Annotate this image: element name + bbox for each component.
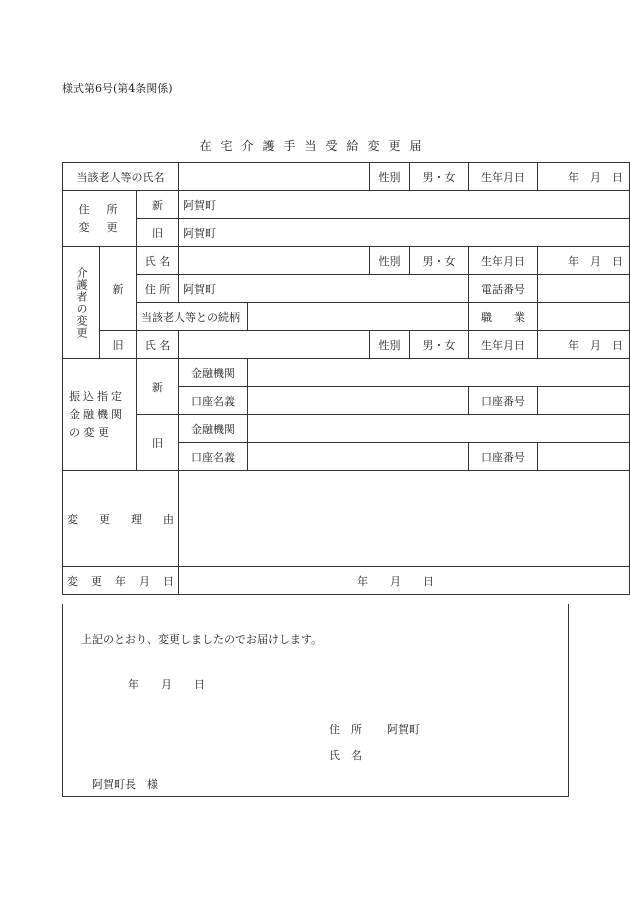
bank-old-account-name-field[interactable] [248,443,469,471]
caregiver-phone-label: 電話番号 [469,275,538,303]
bank-new-account-number-label: 口座番号 [469,387,538,415]
bank-change-label: 振込指定 金融機関 の 変 更 [63,359,137,471]
applicant-address-value[interactable]: 阿賀町 [387,723,420,736]
address-old-field[interactable]: 阿賀町 [179,219,630,247]
change-form-table [62,162,630,595]
change-date-label-cell [63,567,179,595]
caregiver-relation-field[interactable] [248,303,469,331]
elder-name-label: 当該老人等の氏名 [63,163,179,191]
form-title: 在宅介護手当受給変更届 [199,139,431,153]
bank-old-account-number-field[interactable] [538,443,630,471]
applicant-name-label: 氏 名 [329,749,362,762]
form-number: 様式第6号(第4条関係) [62,82,173,95]
caregiver-new-address-row [63,275,630,303]
caregiver-old-birth-field[interactable]: 年 月 日 [538,331,630,359]
reason-field[interactable] [179,471,630,567]
caregiver-address-label: 住 所 [137,275,179,303]
caregiver-new-name-row [63,247,630,275]
declaration-statement: 上記のとおり、変更しましたのでお届けします。 [81,633,323,646]
bank-new-account-name-label: 口座名義 [179,387,248,415]
reason-row [63,471,630,567]
caregiver-phone-field[interactable] [538,275,630,303]
applicant-address-label: 住 所 [329,723,362,736]
declaration-date[interactable]: 年 月 日 [128,678,205,691]
change-date-row [63,567,630,595]
bank-old-institution-field[interactable] [248,415,630,443]
reason-label: 変 更 理 由 [67,512,174,526]
caregiver-new-label: 新 [100,247,137,331]
bank-new-account-name-field[interactable] [248,387,469,415]
address-change-label: 住 所 変 更 [63,191,137,247]
gender-label: 性別 [370,163,410,191]
birth-date-field[interactable]: 年 月 日 [538,163,630,191]
address-new-label: 新 [137,191,179,219]
reason-label-cell [63,471,179,567]
caregiver-occupation-field[interactable] [538,303,630,331]
caregiver-relation-label: 当該老人等との続柄 [137,303,248,331]
addressee: 阿賀町長 様 [92,778,158,791]
caregiver-old-label: 旧 [100,331,137,359]
caregiver-old-name-field[interactable] [179,331,370,359]
bank-old-account-name-label: 口座名義 [179,443,248,471]
bank-new-institution-row [63,359,630,387]
caregiver-change-label: 介護者の変更 [63,247,100,359]
caregiver-new-name-label: 氏 名 [137,247,179,275]
caregiver-occupation-label: 職 業 [469,303,538,331]
caregiver-new-name-field[interactable] [179,247,370,275]
elder-name-field[interactable] [179,163,370,191]
caregiver-new-gender-options[interactable]: 男・女 [410,247,469,275]
bank-new-label: 新 [137,359,179,415]
bank-old-institution-row [63,415,630,443]
address-old-label: 旧 [137,219,179,247]
address-old-row [63,219,630,247]
caregiver-new-gender-label: 性別 [370,247,410,275]
bank-new-institution-field[interactable] [248,359,630,387]
caregiver-old-name-label: 氏 名 [137,331,179,359]
change-date-field[interactable]: 年 月 日 [179,567,630,595]
birth-date-label: 生年月日 [469,163,538,191]
caregiver-old-gender-label: 性別 [370,331,410,359]
bank-old-institution-label: 金融機関 [179,415,248,443]
address-new-row [63,191,630,219]
bank-old-label: 旧 [137,415,179,471]
caregiver-old-birth-label: 生年月日 [469,331,538,359]
caregiver-address-field[interactable]: 阿賀町 [179,275,469,303]
bank-old-account-number-label: 口座番号 [469,443,538,471]
bank-new-account-number-field[interactable] [538,387,630,415]
caregiver-new-birth-label: 生年月日 [469,247,538,275]
change-date-label: 変 更 年 月 日 [67,574,174,588]
elder-name-row [63,163,630,191]
declaration-box [62,604,569,797]
caregiver-new-birth-field[interactable]: 年 月 日 [538,247,630,275]
gender-options[interactable]: 男・女 [410,163,469,191]
caregiver-old-name-row [63,331,630,359]
caregiver-relation-row [63,303,630,331]
caregiver-old-gender-options[interactable]: 男・女 [410,331,469,359]
address-new-field[interactable]: 阿賀町 [179,191,630,219]
bank-new-institution-label: 金融機関 [179,359,248,387]
